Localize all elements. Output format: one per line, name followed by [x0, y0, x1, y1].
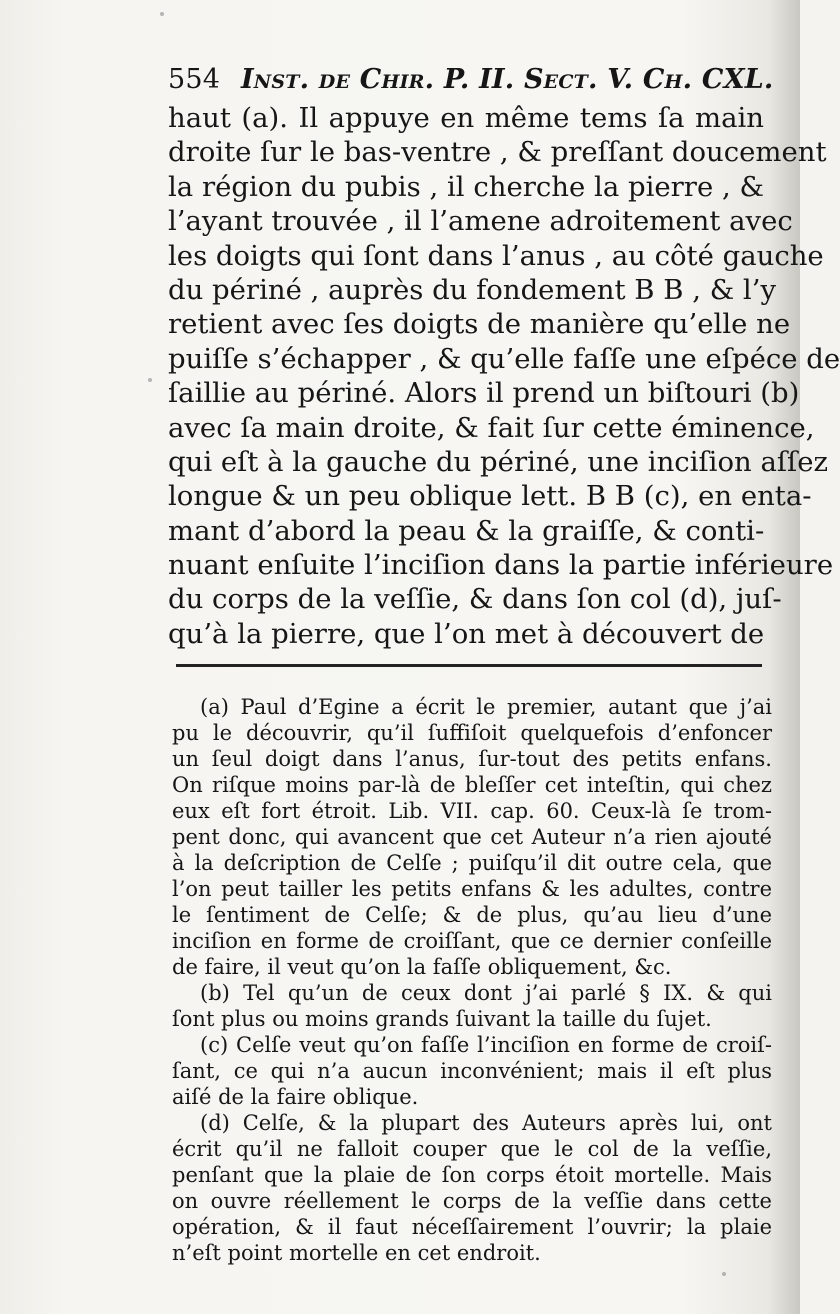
footnote: [172, 980, 772, 1032]
running-title: Inst. de Chir. P. II. Sect. V. Ch. CXL.: [240, 64, 774, 95]
footnote: [172, 1110, 772, 1266]
footnote-line: (a) Paul d’Egine a écrit le premier, autant que j’ai: [200, 695, 772, 719]
footnote-line: pent donc, qui avancent que cet Auteur n’a rien ajouté: [172, 825, 772, 849]
footnote-line: (d) Celſe, & la plupart des Auteurs après lui, ont: [200, 1111, 772, 1135]
footnote-line: inciſion en forme de croiſſant, que ce dernier conſeille: [172, 929, 772, 953]
text-line: qu’à la pierre, que l’on met à découvert de: [168, 617, 765, 650]
text-line: du corps de la veſſie, & dans ſon col (d), juſ-: [168, 583, 782, 616]
text-line: du périné , auprès du fondement B B , & l’y: [168, 273, 776, 306]
paper-speck: [148, 378, 152, 382]
text-line: puiſſe s’échapper , & qu’elle faſſe une eſpéce de: [168, 342, 840, 375]
footnote-separator-rule: [176, 664, 762, 667]
footnote-line: l’on peut tailler les petits enfans & les adultes, contre: [172, 877, 772, 901]
text-line: l’ayant trouvée , il l’amene adroitement avec: [168, 205, 793, 238]
paper-speck: [160, 12, 164, 16]
text-line: nuant enſuite l’inciſion dans la partie inférieure: [168, 549, 834, 582]
footnote-line: pu le découvrir, qu’il ſuffiſoit quelquefois d’enfoncer: [172, 721, 772, 745]
text-line: mant d’abord la peau & la graiſſe, & conti-: [168, 514, 765, 547]
text-line: retient avec ſes doigts de manière qu’elle ne: [168, 308, 791, 341]
footnotes: [172, 694, 772, 1266]
footnote-line: de faire, il veut qu’on la faſſe obliquement, &c.: [172, 955, 672, 979]
footnote-line: penſant que la plaie de ſon corps étoit mortelle. Mais: [172, 1163, 772, 1187]
footnote-line: écrit qu’il ne falloit couper que le col de la veſſie,: [172, 1137, 772, 1161]
text-line: les doigts qui ſont dans l’anus , au côté gauche: [168, 239, 824, 272]
footnote-line: On riſque moins par-là de bleſſer cet inteſtin, qui chez: [172, 773, 772, 797]
text-line: longue & un peu oblique lett. B B (c), en enta-: [168, 480, 812, 513]
footnote-line: n’eſt point mortelle en cet endroit.: [172, 1241, 541, 1265]
footnote-line: ſant, ce qui n’a aucun inconvénient; mais il eſt plus: [172, 1059, 772, 1083]
page-number: 554: [168, 64, 221, 95]
footnote-line: (c) Celſe veut qu’on faſſe l’inciſion en forme de croiſ-: [200, 1033, 772, 1057]
footnote-line: eux eſt fort étroit. Lib. VII. cap. 60. Ceux-là ſe trom-: [172, 799, 772, 823]
footnote-line: aiſé de la faire oblique.: [172, 1085, 419, 1109]
text-line: qui eſt à la gauche du périné, une inciſion aſſez: [168, 445, 828, 478]
text-line: ſaillie au périné. Alors il prend un biſtouri (b): [168, 377, 800, 410]
footnote: [172, 1032, 772, 1110]
footnote-line: à la deſcription de Celſe ; puiſqu’il dit outre cela, que: [172, 851, 772, 875]
main-text: [168, 101, 840, 651]
text-line: droite ſur le bas-ventre , & preſſant doucement: [168, 136, 827, 169]
footnote-line: un ſeul doigt dans l’anus, ſur-tout des petits enfans.: [172, 747, 772, 771]
footnote: [172, 694, 772, 980]
text-line: avec ſa main droite, & fait ſur cette éminence,: [168, 411, 815, 444]
text-line: haut (a). Il appuye en même tems ſa main: [168, 102, 764, 134]
page-header: [168, 64, 774, 95]
footnote-line: opération, & il faut néceſſairement l’ouvrir; la plaie: [172, 1215, 772, 1239]
paper-speck: [722, 1272, 726, 1276]
text-line: la région du pubis , il cherche la pierre , &: [168, 170, 764, 203]
footnote-line: (b) Tel qu’un de ceux dont j’ai parlé § IX. & qui: [200, 981, 772, 1005]
footnote-line: le ſentiment de Celſe; & de plus, qu’au lieu d’une: [172, 903, 772, 927]
footnote-line: ſont plus ou moins grands ſuivant la taille du ſujet.: [172, 1007, 712, 1031]
footnote-line: on ouvre réellement le corps de la veſſie dans cette: [172, 1189, 772, 1213]
